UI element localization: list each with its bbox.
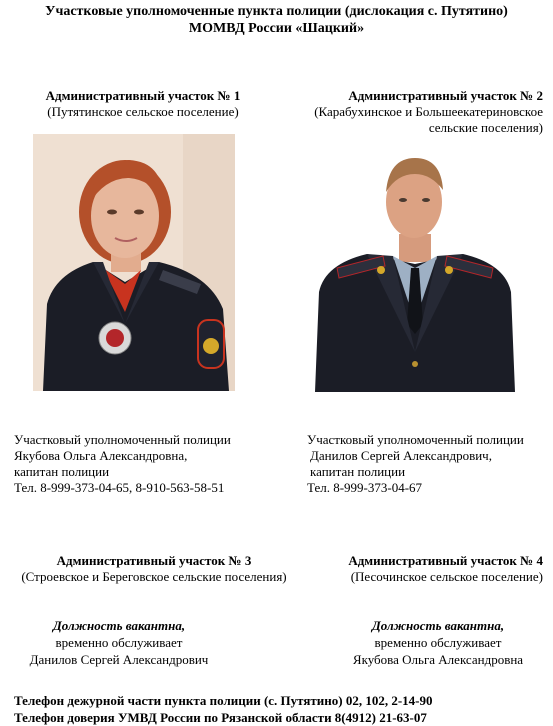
officer-2-role: Участковый уполномоченный полиции [307,432,524,447]
officer-2-rank: капитан полиции [310,464,406,479]
district-3-vacancy [4,617,234,668]
district-3-header [4,553,304,585]
page-title-line1: Участковые уполномоченные пункта полиции (дислокация с. Путятино) [45,4,508,19]
page-title-line2: МОМВД России «Шацкий» [188,21,365,36]
officer-1-phone: Тел. 8-999-373-04-65, 8-910-563-58-51 [14,480,225,495]
duty-phone-line: Телефон дежурной части пункта полиции (с. Путятино) 02, 102, 2-14-90 [14,693,433,708]
district-4-vacancy [323,617,553,668]
officer-2-photo [315,152,515,392]
district-4-vacancy-status: Должность вакантна, [371,618,505,633]
district-4-header [300,553,543,585]
officer-2-info [307,432,524,496]
officer-1-info [14,432,231,496]
district-3-vacancy-note: временно обслуживает [55,635,183,650]
district-3-vacancy-name: Данилов Сергей Александрович [29,652,209,667]
officer-2-name: Данилов Сергей Александрович, [310,448,492,463]
officer-1-portrait [33,134,235,391]
district-2-area-line1: (Карабухинское и Большеекатериновское [314,104,543,119]
footer-contacts [14,692,433,726]
district-1-area: (Путятинское сельское поселение) [47,104,239,119]
officer-2-phone: Тел. 8-999-373-04-67 [307,480,423,495]
officer-2-portrait [315,152,515,392]
officer-1-name: Якубова Ольга Александровна, [14,448,188,463]
district-4-vacancy-name: Якубова Ольга Александровна [352,652,524,667]
district-3-area: (Строевское и Береговское сельские поселения) [21,569,287,584]
officer-1-photo [33,134,235,391]
district-3-vacancy-status: Должность вакантна, [52,618,186,633]
district-2-title: Административный участок № 2 [348,88,543,103]
officer-1-rank: капитан полиции [14,464,110,479]
district-4-title: Административный участок № 4 [348,553,543,568]
district-2-area-line2: сельские поселения) [428,120,543,135]
page-title [0,3,553,37]
officer-1-role: Участковый уполномоченный полиции [14,432,231,447]
district-2-header [288,88,543,136]
trust-phone-line: Телефон доверия УМВД России по Рязанской области 8(4912) 21-63-07 [14,710,427,725]
district-4-area: (Песочинское сельское поселение) [350,569,543,584]
district-1-header [12,88,274,120]
district-4-vacancy-note: временно обслуживает [374,635,502,650]
district-1-title: Административный участок № 1 [45,88,241,103]
district-3-title: Административный участок № 3 [56,553,252,568]
